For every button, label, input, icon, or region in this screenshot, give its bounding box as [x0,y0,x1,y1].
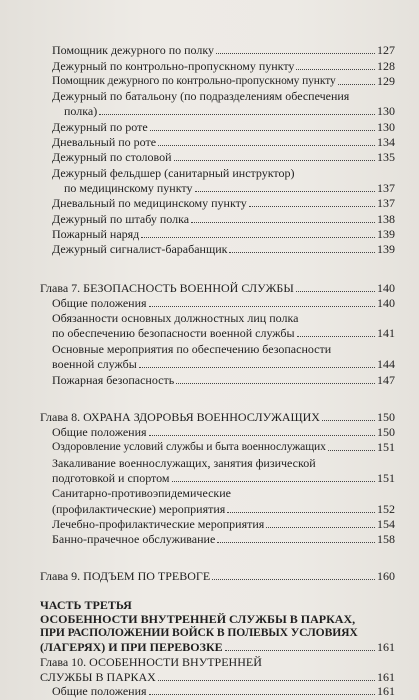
toc-entry [52,373,395,387]
toc-entry [52,326,395,340]
dot-leader [297,336,375,337]
dot-leader [139,367,375,368]
toc-entry [52,684,395,698]
toc-entry [52,517,395,531]
dot-leader [150,130,375,131]
toc-entry-first-line: Дежурный фельдшер (санитарный инструктор) [52,166,295,180]
dot-leader [328,450,375,451]
toc-entry-page: 140 [377,281,395,295]
toc-entry-title: (ЛАГЕРЯХ) И ПРИ ПЕРЕВОЗКЕ [40,640,223,654]
toc-entry-page: 137 [377,196,395,210]
toc-entry [52,471,395,485]
toc-entry-title: по обеспечению безопасности военной службы [52,326,295,340]
part-title-line: ОСОБЕННОСТИ ВНУТРЕННЕЙ СЛУЖБЫ В ПАРКАХ, [40,612,356,626]
dot-leader [149,694,375,695]
toc-entry [52,425,395,439]
toc-entry-page: 137 [377,181,395,195]
toc-entry-title: Общие положения [52,296,147,310]
toc-entry [52,196,395,210]
toc-entry-title: Помощник дежурного по контрольно-пропускному пункту [52,75,336,87]
toc-entry-page: 144 [377,357,395,371]
toc-entry-page: 158 [377,532,395,546]
dot-leader [216,53,375,54]
toc-entry-title: Дневальный по роте [52,135,157,149]
toc-entry-page: 150 [377,425,395,439]
toc-entry-page: 128 [377,59,395,73]
toc-entry-page: 147 [377,373,395,387]
toc-entry-page: 130 [377,120,395,134]
dot-leader [217,542,375,543]
toc-entry-title: Глава 7. БЕЗОПАСНОСТЬ ВОЕННОЙ СЛУЖБЫ [40,281,294,295]
toc-entry-page: 140 [377,296,395,310]
toc-entry-page: 134 [377,135,395,149]
toc-entry-title: Лечебно-профилактические мероприятия [52,517,265,531]
toc-entry-title: СЛУЖБЫ В ПАРКАХ [40,670,156,684]
toc-entry-page: 138 [377,212,395,226]
toc-entry-title: военной службы [52,357,137,371]
toc-chapter-entry [40,670,395,684]
toc-chapter-entry [40,281,395,295]
toc-entry [52,296,395,310]
toc-entry-page: 135 [377,150,395,164]
toc-entry-first-line: Закаливание военнослужащих, занятия физической [52,456,316,470]
toc-entry [52,135,395,149]
dot-leader [149,435,375,436]
dot-leader [141,237,375,238]
toc-entry [52,74,395,88]
dot-leader [149,306,375,307]
toc-entry-first-line: Дежурный по батальону (по подразделениям обеспечения [52,89,350,103]
toc-entry-title: Банно-прачечное обслуживание [52,532,216,546]
dot-leader [227,512,375,513]
dot-leader [322,420,375,421]
toc-entry [52,212,395,226]
toc-entry-title: подготовкой и спортом [52,471,170,485]
toc-entry-title: Дежурный по штабу полка [52,212,190,226]
toc-entry-page: 152 [377,502,395,516]
toc-entry-title: Пожарный наряд [52,227,140,241]
dot-leader [172,481,375,482]
toc-entry [52,43,395,57]
toc-entry-page: 154 [377,517,395,531]
toc-entry-title: Общие положения [52,425,147,439]
dot-leader [176,383,375,384]
part-heading: ЧАСТЬ ТРЕТЬЯ [40,598,132,612]
toc-entry-page: 160 [377,569,395,583]
dot-leader [266,527,375,528]
toc-entry [52,150,395,164]
toc-entry [52,120,395,134]
toc-entry-title: Дежурный по контрольно-пропускному пункту [52,59,295,73]
dot-leader [296,69,375,70]
toc-entry-page: 127 [377,43,395,57]
toc-entry [52,440,395,454]
toc-entry-title: (профилактические) мероприятия [52,502,226,516]
dot-leader [99,114,375,115]
toc-entry-title: Общие положения [52,684,147,698]
toc-entry-title: Дежурный сигналист-барабанщик [52,242,228,256]
dot-leader [212,579,375,580]
toc-part-entry [40,640,395,654]
toc-entry-title: Дежурный по столовой [52,150,172,164]
dot-leader [195,191,376,192]
dot-leader [158,680,375,681]
toc-entry-title: Пожарная безопасность [52,373,175,387]
toc-entry-page: 151 [377,440,395,454]
dot-leader [174,160,375,161]
toc-entry [52,357,395,371]
toc-entry-page: 161 [377,684,395,698]
dot-leader [191,222,375,223]
toc-entry-first-line: Санитарно-противоэпидемические [52,486,231,500]
toc-entry [52,242,395,256]
toc-entry-first-line: Обязанности основных должностных лиц полка [52,311,299,325]
dot-leader [296,291,375,292]
toc-entry-title: полка) [64,104,98,118]
toc-entry [64,104,395,118]
toc-entry-title: по медицинскому пункту [64,181,193,195]
dot-leader [249,206,375,207]
toc-entry-title: Дежурный по роте [52,120,148,134]
dot-leader [338,84,375,85]
toc-entry-title: Помощник дежурного по полку [52,43,215,57]
toc-entry [64,181,395,195]
toc-entry-page: 141 [377,326,395,340]
toc-entry-page: 150 [377,410,395,424]
toc-entry [52,532,395,546]
dot-leader [158,145,375,146]
toc-entry-page: 161 [377,670,395,684]
toc-entry-title: Дневальный по медицинскому пункту [52,196,247,210]
toc-entry [52,502,395,516]
toc-entry-page: 151 [377,471,395,485]
dot-leader [229,252,375,253]
part-title-line: ПРИ РАСПОЛОЖЕНИИ ВОЙСК В ПОЛЕВЫХ УСЛОВИЯХ [40,626,358,639]
toc-entry-page: 139 [377,227,395,241]
toc-chapter-entry [40,410,395,424]
toc-entry-page: 139 [377,242,395,256]
toc-chapter-entry [40,569,395,583]
toc-entry-page: 161 [377,640,395,654]
dot-leader [225,650,375,651]
toc-entry-title: Глава 9. ПОДЪЕМ ПО ТРЕВОГЕ [40,569,211,583]
toc-entry-title: Глава 8. ОХРАНА ЗДОРОВЬЯ ВОЕННОСЛУЖАЩИХ [40,410,320,424]
toc-entry [52,227,395,241]
toc-entry-title: Оздоровление условий службы и быта военнослужащих [52,440,326,453]
toc-entry-page: 129 [377,74,395,88]
toc-entry [52,59,395,73]
toc-entry-first-line: Глава 10. ОСОБЕННОСТИ ВНУТРЕННЕЙ [40,655,262,669]
toc-entry-page: 130 [377,104,395,118]
toc-entry-first-line: Основные мероприятия по обеспечению безопасности [52,342,332,356]
